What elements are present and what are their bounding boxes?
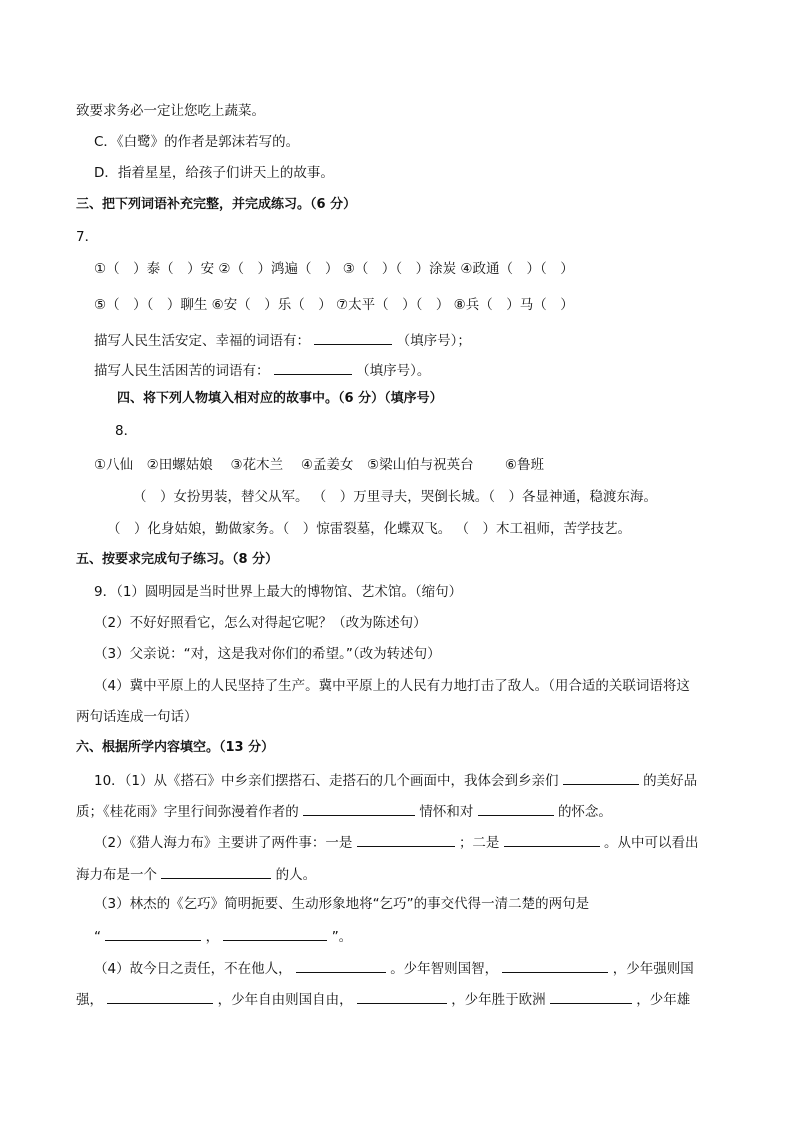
question-10-4-continued <box>76 989 690 1009</box>
story-row-2: （ ）化身姑娘，勤做家务。（ ）惊雷裂墓，化蝶双飞。 （ ）木工祖师，苦学技艺。 <box>107 521 632 537</box>
answer-blank[interactable] <box>563 770 639 785</box>
prompt-text: 。从中可以看出 <box>604 835 699 851</box>
prompt-text: 的美好品 <box>643 773 698 789</box>
question-9-4: （4）冀中平原上的人民坚持了生产。冀中平原上的人民有力地打击了敌人。（用合适的关联词语将这 <box>94 678 690 694</box>
text-line: 致要求务必一定让您吃上蔬菜。 <box>76 103 265 119</box>
idiom-row-2: ⑤（ ）（ ）聊生 ⑥安（ ）乐（ ） ⑦太平（ ）（ ） ⑧兵（ ）马（ ） <box>94 297 574 313</box>
stable-life-answer-line <box>94 330 471 350</box>
answer-blank[interactable] <box>107 989 213 1004</box>
idiom-row-1: ①（ ）泰（ ）安 ②（ ）鸿遍（ ） ③（ ）（ ）涂炭 ④政通（ ）（ ） <box>94 261 574 277</box>
prompt-text: 的人。 <box>275 867 317 883</box>
story-row-1: （ ）女扮男装，替父从军。 （ ）万里寻夫，哭倒长城。（ ）各显神通，稳渡东海。 <box>133 489 658 505</box>
prompt-text: ；二是 <box>458 835 500 851</box>
prompt-text: 的怀念。 <box>557 804 612 820</box>
answer-blank[interactable] <box>296 958 386 973</box>
prompt-text: （填序号）。 <box>356 363 431 379</box>
character-list: ①八仙 ②田螺姑娘 ③花木兰 ④孟姜女 ⑤梁山伯与祝英台 ⑥鲁班 <box>94 457 544 473</box>
prompt-text: （4）故今日之责任，不在他人， <box>94 961 292 977</box>
question-10-2 <box>94 832 699 852</box>
prompt-text: ， <box>205 929 220 945</box>
prompt-text: ，少年强则国 <box>612 961 694 977</box>
question-9-1: 9．（1）圆明园是当时世界上最大的博物馆、艺术馆。（缩句） <box>94 584 463 600</box>
answer-blank[interactable] <box>105 926 201 941</box>
section-5-heading: 五、按要求完成句子练习。（8 分） <box>76 552 279 567</box>
question-9-2: （2）不好好照看它，怎么对得起它呢？（改为陈述句） <box>94 615 427 631</box>
answer-blank[interactable] <box>478 801 554 816</box>
prompt-text: 海力布是一个 <box>76 867 157 883</box>
question-10-1 <box>94 770 697 790</box>
section-6-heading: 六、根据所学内容填空。（13 分） <box>76 740 275 755</box>
prompt-text: ，少年雄 <box>636 992 691 1008</box>
prompt-text: 情怀和对 <box>419 804 474 820</box>
question-8-number: 8． <box>115 423 138 439</box>
prompt-text: “ <box>94 929 101 945</box>
section-3-heading: 三、把下列词语补充完整，并完成练习。（6 分） <box>76 197 357 212</box>
question-10-3: （3）林杰的《乞巧》简明扼要、生动形象地将“乞巧”的事交代得一清二楚的两句是 <box>94 896 590 912</box>
question-10-4 <box>94 958 694 978</box>
question-10-2-continued <box>76 864 316 884</box>
prompt-text: 描写人民生活安定、幸福的词语有： <box>94 333 310 349</box>
question-7-number: 7． <box>76 229 99 245</box>
answer-blank[interactable] <box>314 330 392 345</box>
prompt-text: （填序号）； <box>396 333 471 349</box>
hard-life-answer-line <box>94 360 430 380</box>
answer-blank[interactable] <box>274 360 352 375</box>
prompt-text: ”。 <box>331 929 353 945</box>
question-10-3-continued <box>94 926 352 946</box>
question-9-3: （3）父亲说：“对，这是我对你们的希望。”（改为转述句） <box>94 646 441 662</box>
answer-blank[interactable] <box>357 832 455 847</box>
answer-blank[interactable] <box>502 958 608 973</box>
question-10-1-continued <box>76 801 612 821</box>
prompt-text: 10．（1）从《搭石》中乡亲们摆搭石、走搭石的几个画面中，我体会到乡亲们 <box>94 773 559 789</box>
answer-blank[interactable] <box>303 801 415 816</box>
answer-blank[interactable] <box>161 864 271 879</box>
prompt-text: 。少年智则国智， <box>390 961 499 977</box>
prompt-text: ，少年自由则国自由， <box>217 992 353 1008</box>
prompt-text: ，少年胜于欧洲 <box>451 992 546 1008</box>
answer-blank[interactable] <box>223 926 327 941</box>
prompt-text: （2）《猎人海力布》主要讲了两件事：一是 <box>94 835 353 851</box>
answer-blank[interactable] <box>550 989 632 1004</box>
answer-blank[interactable] <box>504 832 600 847</box>
option-d: D．指着星星，给孩子们讲天上的故事。 <box>94 165 334 181</box>
answer-blank[interactable] <box>357 989 447 1004</box>
prompt-text: 描写人民生活困苦的词语有： <box>94 363 270 379</box>
section-4-heading: 四、将下列人物填入相对应的故事中。（6 分）（填序号） <box>117 391 443 406</box>
prompt-text: 质；《桂花雨》字里行间弥漫着作者的 <box>76 804 299 820</box>
option-c: C．《白鹭》的作者是郭沫若写的。 <box>94 134 300 150</box>
question-9-4-continued: 两句话连成一句话） <box>76 709 198 725</box>
prompt-text: 强， <box>76 992 103 1008</box>
